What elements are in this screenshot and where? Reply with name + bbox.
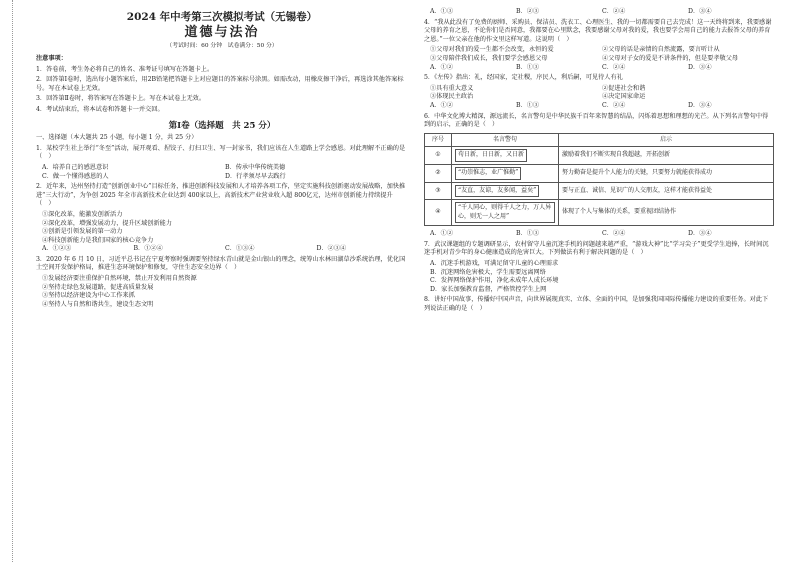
- question-stem: 5．《左传》指出：礼，经国家，定社稷，序民人，利后嗣，可见待人有礼: [424, 74, 623, 82]
- binding-margin: [0, 0, 32, 562]
- option-c[interactable]: C．发挥网络保护作用，净化未成年人成长环境: [430, 277, 559, 285]
- statement: ④坚持人与自然和谐共生，建设生态文明: [42, 300, 154, 308]
- statement: ②深化改革，增强发展动力，提升区域创新能力: [42, 219, 172, 227]
- option-d[interactable]: D．③④: [688, 230, 712, 238]
- statement: ④决定国家命运: [602, 93, 646, 101]
- statement: ①父母对我们的爱一生都不会改变，永恒的爱: [430, 46, 554, 54]
- volume-title: 第Ⅰ卷（选择题 共 25 分）: [168, 120, 276, 131]
- statement: ③体现民主政治: [430, 93, 474, 101]
- notes-heading: 注意事项：: [36, 55, 67, 62]
- option-c[interactable]: C．②④: [602, 63, 626, 71]
- statement: ①具有重大意义: [430, 84, 474, 92]
- table-cell: 激励着我们不断实现自我超越，开拓创新: [559, 147, 774, 165]
- option-d[interactable]: D．③④: [688, 101, 712, 109]
- statement: ②促进社会和谐: [602, 84, 646, 92]
- option-c[interactable]: C．②④: [602, 8, 626, 15]
- table-cell: ③: [425, 182, 452, 200]
- quote-table: [424, 133, 774, 227]
- option-d[interactable]: D．行孝须尽早去践行: [225, 172, 286, 180]
- question-4: [424, 19, 774, 73]
- table-cell: 努力勤奋是提升个人能力的关键，只要努力就能获得成功: [559, 164, 774, 182]
- option-a[interactable]: A．培养自己的感恩意识: [42, 163, 109, 171]
- note-item: 2．回答第Ⅰ卷时，选出每小题答案后，用2B铅笔把答题卡上对应题目的答案标号涂黑。如需改动，用橡皮擦干净后，再选涂其他答案标号。写在本试卷上无效。: [36, 76, 404, 92]
- table-header: 启示: [559, 133, 774, 147]
- options-row: [36, 173, 408, 182]
- option-a[interactable]: A．①②: [430, 63, 454, 71]
- question-stem: 3．2020 年 6 月 10 日，习近平总书记在宁夏考察时强调要坚持绿水青山就是金山银山的理念，统筹山水林田湖草沙系统治理，优化国土空间开发保护格局，推进生态环境保护和修复，守住生态安全边界（ ）: [36, 255, 406, 272]
- statement: ①发展经济要注重保护自然环境，禁止开发利用自然资源: [42, 275, 197, 283]
- question-stem: 1．某校学生社上举行“冬至”活动，展开观看、捏饺子、打扫卫生、写一封家书，我们应该在人生道路上学会感恩。对此理解不正确的是（ ）: [36, 144, 406, 161]
- option-a[interactable]: A．①②③: [42, 245, 72, 253]
- question-stem: 7．武汉课题组的专题调研显示，农村留守儿童沉迷手机的问题越来越严重，“游戏大神”比“学习尖子”更受学生追捧，长时间沉迷手机对青少年的身心健康造成的危害巨大。下列做法有利于解决问题的是（ ）: [424, 240, 769, 257]
- question-stem: 6．中华文化博大精深，源远流长，名言警句是中华民族千百年来智慧的结晶，闪烁着思想和理想的光芒。从下列名言警句中得到的启示，正确的是（ ）: [424, 112, 769, 129]
- option-a[interactable]: A．沉迷手机游戏，可满足留守儿童的心理需求: [430, 260, 559, 268]
- option-b[interactable]: B．①③: [516, 230, 540, 238]
- exam-info: （考试时间：60 分钟 试卷满分：50 分）: [166, 43, 278, 49]
- table-header: 序号: [425, 133, 452, 147]
- option-b[interactable]: B．①②④: [133, 245, 163, 253]
- table-cell: ④: [425, 200, 452, 226]
- statement-row: [424, 55, 774, 64]
- question-stem: 4．“我从此没有了免费的厨师、采购员、保洁员、洗衣工、心理医生、我的一切都需要自己去完成！这一天终将到来，我要感谢父母的养育之恩，不论你们是否同意，我都要在心里默念，我要感谢父母对我的爱，我也要学会用自己的能力去报答父母的养育之恩。”一位父亲在他的作文里这样写道。这说明（ ）: [424, 18, 772, 43]
- subject-title: 道德与法治: [184, 25, 260, 40]
- statement: ③创新是引领发展的第一动力: [42, 228, 123, 236]
- statement: ③坚持以经济建设为中心工作来抓: [42, 292, 135, 300]
- option-a[interactable]: A．①②: [430, 230, 454, 238]
- statement-row: [424, 93, 774, 102]
- option-d[interactable]: D．家长加强教育监督，严格管控学生上网: [430, 285, 547, 293]
- statement: ②父母的话是亲情的自然流露，要言听计从: [602, 46, 720, 54]
- table-row: [425, 164, 774, 182]
- option-b[interactable]: B．沉迷网络危害极大，学生需要远离网络: [430, 268, 546, 276]
- question-6: [424, 113, 774, 239]
- table-header: 名言警句: [452, 133, 559, 147]
- table-cell: [452, 147, 559, 165]
- options-row: [424, 64, 774, 73]
- option-b[interactable]: B．②③: [516, 8, 540, 15]
- table-row: [425, 200, 774, 226]
- note-item: 1．答卷前，考生务必将自己的姓名、准考证号填写在答题卡上。: [36, 65, 214, 73]
- options-row: [36, 245, 408, 254]
- option-c[interactable]: C．②④: [602, 101, 626, 109]
- note-item: 4．考试结束后，将本试卷和答题卡一并交回。: [36, 105, 164, 113]
- statement: ③父母陪伴我们成长，我们要学会感恩父母: [430, 54, 548, 62]
- table-cell: 要与正直、诚信、见识广的人交朋友，这样才能获得益处: [559, 182, 774, 200]
- question-1: [36, 145, 408, 181]
- exam-title: 2024 年中考第三次模拟考试（无锡卷）: [126, 11, 318, 23]
- statement: ②坚持走绿色发展道路，促进高质量发展: [42, 283, 154, 291]
- options-row: [424, 8, 774, 17]
- option-c[interactable]: C．做一个懂得感恩的人: [42, 172, 109, 180]
- option-d[interactable]: D．③④: [688, 8, 712, 15]
- question-stem: 8．讲好中国故事，传播好中国声音，向世界展现真实、立体、全面的中国，是加强我国国际传播能力建设的重要任务。对此下列说法正确的是（ ）: [424, 296, 769, 313]
- table-cell: ②: [425, 164, 452, 182]
- table-row: [425, 147, 774, 165]
- statement: ①深化改革，能激发创新活力: [42, 210, 123, 218]
- note-item: 3．回答第Ⅱ卷时，将答案写在答题卡上。写在本试卷上无效。: [36, 95, 206, 103]
- quote-text: “功崇惟志，业广惟勤”: [455, 167, 521, 180]
- table-cell: ①: [425, 147, 452, 165]
- statement-row: [424, 85, 774, 94]
- quote-text: “千人同心，则得千人之力，万人异心，则无一人之用”: [455, 202, 555, 223]
- table-cell: 体现了个人与集体的关系，要重视团结协作: [559, 200, 774, 226]
- option-a[interactable]: A．①②: [430, 101, 454, 109]
- binding-line: [12, 0, 13, 562]
- option-b[interactable]: B．传承中华传统美德: [225, 163, 286, 171]
- option-c[interactable]: C．①③④: [225, 245, 255, 253]
- option-b[interactable]: B．①③: [516, 101, 540, 109]
- section-title: 一、选择题（本大题共 25 小题，每小题 1 分，共 25 分）: [36, 134, 198, 142]
- option-b[interactable]: B．①③: [516, 63, 540, 71]
- options-row: [36, 164, 408, 173]
- question-8: [424, 296, 774, 313]
- question-7: [424, 241, 774, 295]
- question-5: [424, 74, 774, 110]
- question-stem: 2．近年来，达州坚持打造“创新创业中心”目标任务，推进创新科技发展和人才培养各项工作，坚定实施科技创新驱动发展战略，加快推进“三大行动”，为争创 2025 年全市高新技术企业达到 400家以上，高新技术产业营业收入超 800亿元，达州市创新能力持续提升（ ）: [36, 183, 406, 208]
- question-3: [36, 256, 408, 310]
- option-d[interactable]: D．③④: [688, 63, 712, 71]
- options-row: [424, 102, 774, 111]
- option-c[interactable]: C．②④: [602, 230, 626, 238]
- right-column: [424, 8, 774, 316]
- table-row: [425, 182, 774, 200]
- options-row: [424, 230, 774, 239]
- statement: ④父母对子女的爱是不讲条件的，但是要孝敬父母: [602, 54, 739, 62]
- table-cell: [452, 182, 559, 200]
- question-2: [36, 183, 408, 254]
- left-column: [36, 8, 408, 309]
- table-cell: [452, 164, 559, 182]
- quote-text: 苟日新，日日新，又日新: [455, 149, 527, 162]
- statement-row: [424, 46, 774, 55]
- table-header-row: [425, 133, 774, 147]
- option-a[interactable]: A．①③: [430, 8, 454, 15]
- table-cell: [452, 200, 559, 226]
- option-d[interactable]: D．②③④: [316, 245, 347, 253]
- quote-text: “友直，友谅，友多闻，益矣”: [455, 185, 539, 198]
- statement: ④科技创新能力是我们国家的核心竞争力: [42, 236, 154, 244]
